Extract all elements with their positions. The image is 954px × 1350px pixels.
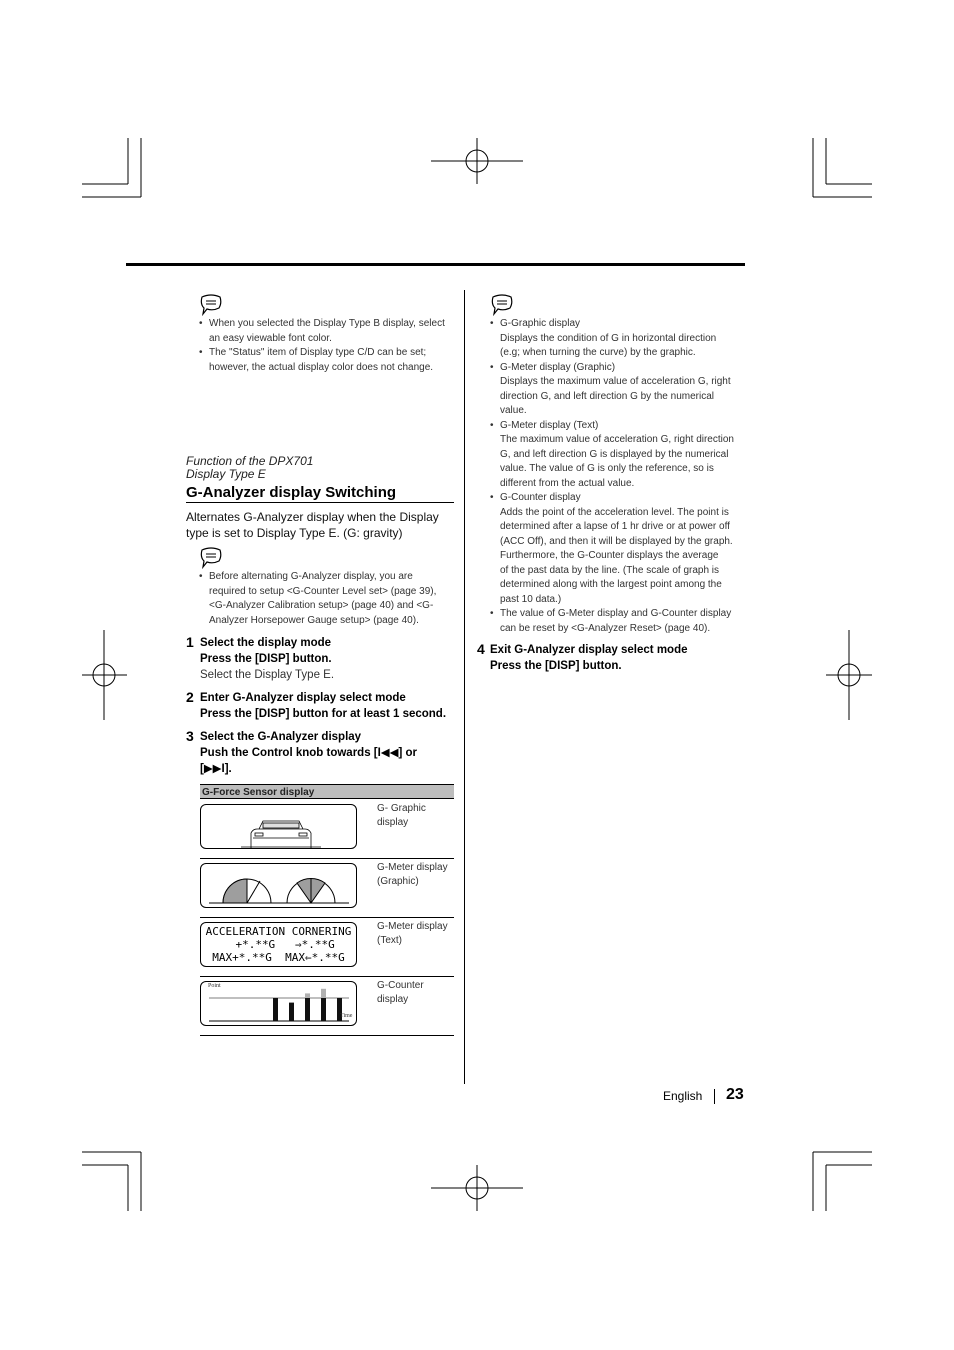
intro-text: Alternates G-Analyzer display when the Display type is set to Display Type E. (G: gravity) bbox=[186, 510, 439, 540]
counter-bar bbox=[321, 998, 326, 1021]
note-line: (ACC Off), and then it will be displayed by the graph. bbox=[500, 535, 733, 547]
note-line: value. bbox=[500, 405, 527, 416]
note-item bbox=[196, 346, 454, 375]
note-title: • G-Meter display (Text) bbox=[500, 419, 599, 431]
note-line: past 10 data.) bbox=[500, 593, 562, 605]
notes-g-analyzer-displays bbox=[487, 317, 747, 636]
step-number: 3 bbox=[186, 728, 194, 744]
note-line: Adds the point of the acceleration level. The point is bbox=[500, 506, 729, 518]
note-line: The maximum value of acceleration G, right direction bbox=[500, 434, 734, 445]
note-line: • Before alternating G-Analyzer display, you are bbox=[209, 571, 413, 582]
note-item bbox=[487, 419, 747, 492]
counter-point-label: Point bbox=[208, 983, 221, 989]
counter-time-label: Time bbox=[340, 1013, 353, 1019]
page-number: 23 bbox=[726, 1086, 744, 1103]
note-title: • G-Counter display bbox=[500, 492, 581, 503]
counter-bar bbox=[273, 998, 278, 1021]
notes-setup bbox=[196, 570, 454, 628]
step-number: 1 bbox=[186, 634, 194, 650]
caption-g-meter-graphic: G-Meter display (Graphic) bbox=[377, 862, 448, 887]
note-line: an easy viewable font color. bbox=[209, 332, 332, 344]
row-divider bbox=[200, 1035, 454, 1036]
note-line: however, the actual display color does not change. bbox=[209, 361, 434, 373]
note-item bbox=[487, 491, 747, 607]
note-line: can be reset by <G-Analyzer Reset> (page 40). bbox=[500, 622, 711, 634]
note-title: • G-Graphic display bbox=[500, 318, 581, 329]
function-label: Function of the DPX701 Display Type E bbox=[186, 454, 314, 481]
note-item bbox=[196, 570, 454, 628]
step-number: 2 bbox=[186, 689, 194, 705]
step-3: Select the G-Analyzer display Push the Control knob towards [I◀◀] or [▶▶I]. bbox=[200, 731, 418, 775]
note-line: Displays the maximum value of acceleration G, right bbox=[500, 376, 731, 387]
caption-g-meter-text: G-Meter display (Text) bbox=[377, 921, 448, 946]
lcd-g-counter bbox=[200, 981, 357, 1026]
notes-display-type bbox=[196, 317, 454, 375]
note-title: • G-Meter display (Graphic) bbox=[500, 361, 616, 373]
lcd-g-meter-graphic bbox=[200, 863, 357, 908]
counter-bar bbox=[289, 1003, 294, 1021]
lcd-g-graphic bbox=[200, 804, 357, 849]
note-item bbox=[487, 607, 747, 636]
note-line: different from the actual value. bbox=[500, 477, 635, 489]
lcd-line: +*.**G ⇒*.**G bbox=[222, 938, 335, 951]
step-2: Enter G-Analyzer display select mode Press the [DISP] button for at least 1 second. bbox=[200, 692, 447, 720]
note-icon bbox=[199, 547, 223, 569]
note-title: • The value of G-Meter display and G-Counter display bbox=[500, 608, 732, 619]
step-number: 4 bbox=[477, 641, 485, 657]
lcd-line: MAX+*.**G MAX⇐*.**G bbox=[212, 951, 345, 964]
section-heading: G-Analyzer display Switching bbox=[186, 484, 397, 501]
footer-separator bbox=[714, 1089, 715, 1104]
note-line: determined along with the largest point among the bbox=[500, 579, 722, 590]
lcd-g-meter-text bbox=[200, 922, 357, 967]
row-divider bbox=[200, 976, 454, 977]
header-rule bbox=[126, 263, 745, 266]
note-line: <G-Analyzer Calibration setup> (page 40) and <G- bbox=[209, 600, 434, 611]
note-line: required to setup <G-Counter Level set> (page 39), bbox=[209, 585, 437, 597]
note-icon bbox=[199, 294, 223, 316]
note-line: • The "Status" item of Display type C/D can be set; bbox=[209, 347, 427, 358]
note-item bbox=[487, 361, 747, 419]
meter-gauges-icon bbox=[201, 864, 356, 907]
note-line: determined after a lapse of 1 hr drive or at power off bbox=[500, 521, 730, 532]
note-line: of the past data by the line. (The scale of graph is bbox=[500, 564, 720, 576]
column-divider bbox=[464, 290, 465, 1084]
note-item bbox=[196, 317, 454, 346]
caption-g-counter: G-Counter display bbox=[377, 980, 424, 1005]
lcd-line: ACCELERATION CORNERING bbox=[205, 925, 352, 938]
footer-language: English bbox=[663, 1089, 703, 1103]
row-divider bbox=[200, 858, 454, 859]
note-line: • When you selected the Display Type B display, select bbox=[209, 318, 445, 329]
step-1: Select the display mode Press the [DISP] button. Select the Display Type E. bbox=[200, 637, 335, 681]
note-line: Furthermore, the G-Counter displays the average bbox=[500, 550, 719, 561]
heading-rule bbox=[186, 502, 454, 503]
note-line: G, and left direction G is displayed by the numerical bbox=[500, 448, 729, 460]
table-header: G-Force Sensor display bbox=[200, 784, 454, 799]
counter-bar bbox=[305, 998, 310, 1021]
note-line: Displays the condition of G in horizontal direction bbox=[500, 332, 717, 344]
note-line: (e.g; when turning the curve) by the graphic. bbox=[500, 347, 696, 358]
caption-g-graphic: G- Graphic display bbox=[377, 803, 426, 828]
row-divider bbox=[200, 917, 454, 918]
note-icon bbox=[490, 294, 514, 316]
note-item bbox=[487, 317, 747, 361]
counter-graph bbox=[201, 982, 356, 1025]
note-line: Analyzer Horsepower Gauge setup> (page 40). bbox=[209, 614, 419, 626]
step-4: Exit G-Analyzer display select mode Press the [DISP] button. bbox=[490, 644, 688, 672]
car-rear-icon bbox=[201, 805, 356, 848]
note-line: direction G, and left direction G by the numerical bbox=[500, 390, 714, 402]
note-line: value. The value of G is only the reference, so is bbox=[500, 463, 714, 474]
